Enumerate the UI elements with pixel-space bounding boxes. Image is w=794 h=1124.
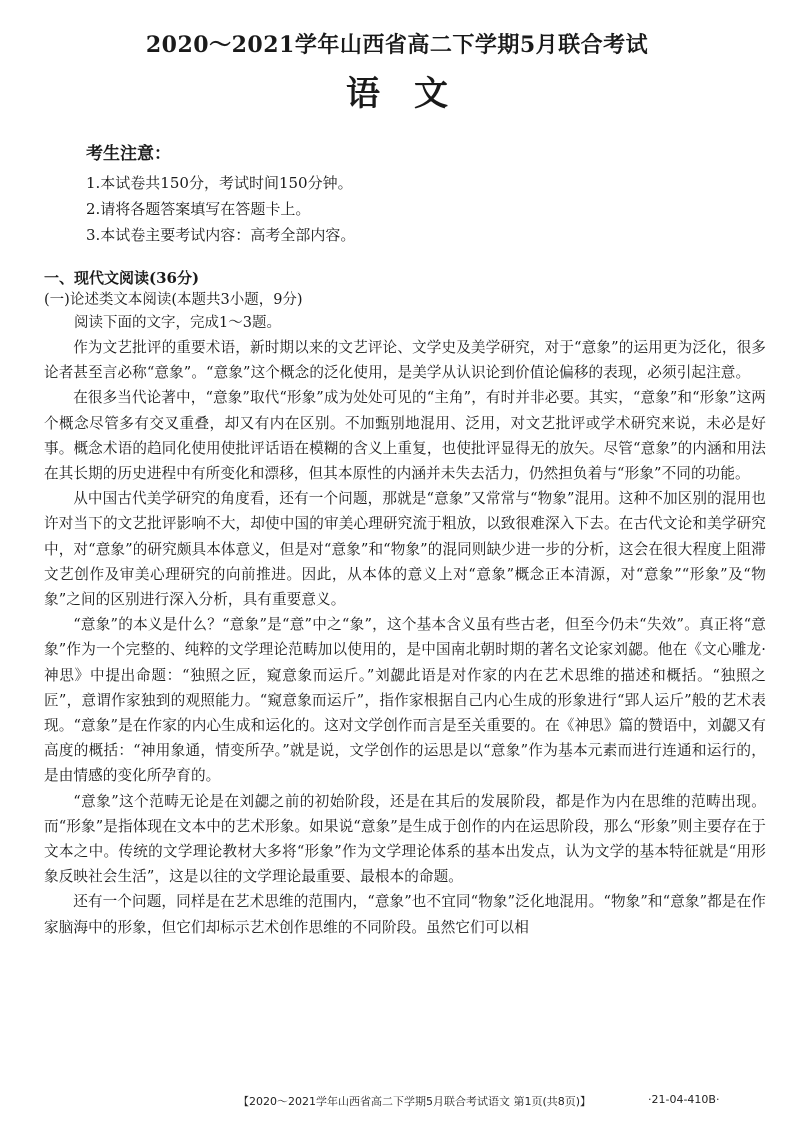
footer-code: ·21-04-410B· [648,1093,720,1106]
exam-title: 2020～2021学年山西省高二下学期5月联合考试 [145,32,649,58]
notice-item: 2.请将各题答案填写在答题卡上。 [86,200,311,218]
notice-title: 考生注意： [86,144,171,164]
notice-item: 1.本试卷共150分，考试时间150分钟。 [86,174,353,192]
footer-page-info: 【2020～2021学年山西省高二下学期5月联合考试语文 第1页(共8页)】 [238,1095,592,1108]
passage-paragraph: 在很多当代论著中，“意象”取代“形象”成为处处可见的“主角”，有时并非必要。其实，“意象”和“形象”这两个概念尽管多有交叉重叠，却又有内在区别。不加甄别地混用、泛用，对文艺批评或学术研究来说，未必是好事。概念术语的趋同化使用使批评话语在模糊的含义上重复，也使批评显得无的放矢。尽管“意象”的内涵和用法在其长期的历史进程中有所变化和漂移，但其本原性的内涵并未失去活力，仍然担负着与“形象”不同的功能。 [44,389,766,483]
subject-title: 语文 [346,74,482,114]
passage-paragraph: 作为文艺批评的重要术语，新时期以来的文艺评论、文学史及美学研究，对于“意象”的运用更为泛化，很多论者甚至言必称“意象”。“意象”这个概念的泛化使用，是美学从认识论到价值论偏移的表现，必须引起注意。 [44,339,766,382]
passage-paragraph: 从中国古代美学研究的角度看，还有一个问题，那就是“意象”又常常与“物象”混用。这种不加区别的混用也许对当下的文艺批评影响不大，却使中国的审美心理研究流于粗放，以致很难深入下去。在古代文论和美学研究中，对“意象”的研究颇具本体意义，但是对“意象”和“物象”的混同则缺少进一步的分析，这会在很大程度上阻滞文艺创作及审美心理研究的向前推进。因此，从本体的意义上对“意象”概念正本清源，对“意象”“形象”及“物象”之间的区别进行深入分析，具有重要意义。 [44,490,766,609]
subsection-heading: (一)论述类文本阅读(本题共3小题，9分) [44,292,303,308]
reading-section [44,267,766,940]
reading-instruction: 阅读下面的文字，完成1～3题。 [74,315,281,331]
notice-item: 3.本试卷主要考试内容：高考全部内容。 [86,226,356,244]
passage-paragraph: 还有一个问题，同样是在艺术思维的范围内，“意象”也不宜同“物象”泛化地混用。“物象”和“意象”都是在作家脑海中的形象，但它们却标示艺术创作思维的不同阶段。虽然它们可以相 [44,893,766,936]
passage-paragraph: “意象”的本义是什么？“意象”是“意”中之“象”，这个基本含义虽有些古老，但至今仍未“失效”。真正将“意象”作为一个完整的、纯粹的文学理论范畴加以使用的，是中国南北朝时期的著名文论家刘勰。他在《文心雕龙·神思》中提出命题：“独照之匠，窥意象而运斤。”刘勰此语是对作家的内在艺术思维的描述和概括。“独照之匠”，意谓作家独到的观照能力。“窥意象而运斤”，指作家根据自己内心生成的形象进行“郢人运斤”般的艺术表现。“意象”是在作家的内心生成和运化的。这对文学创作而言是至关重要的。在《神思》篇的赞语中，刘勰又有高度的概括：“神用象通，情变所孕。”就是说，文学创作的运思是以“意象”作为基本元素而进行连通和运行的，是由情感的变化所孕育的。 [44,616,766,785]
section-heading: 一、现代文阅读(36分) [44,269,200,287]
passage-paragraph: “意象”这个范畴无论是在刘勰之前的初始阶段，还是在其后的发展阶段，都是作为内在思维的范畴出现。而“形象”是指体现在文本中的艺术形象。如果说“意象”是生成于创作的内在运思阶段，那么“形象”则主要存在于文本之中。传统的文学理论教材大多将“形象”作为文学理论体系的基本出发点，认为文学的基本特征就是“用形象反映社会生活”，这是以往的文学理论最重要、最根本的命题。 [44,792,766,886]
candidate-notice [86,139,726,248]
